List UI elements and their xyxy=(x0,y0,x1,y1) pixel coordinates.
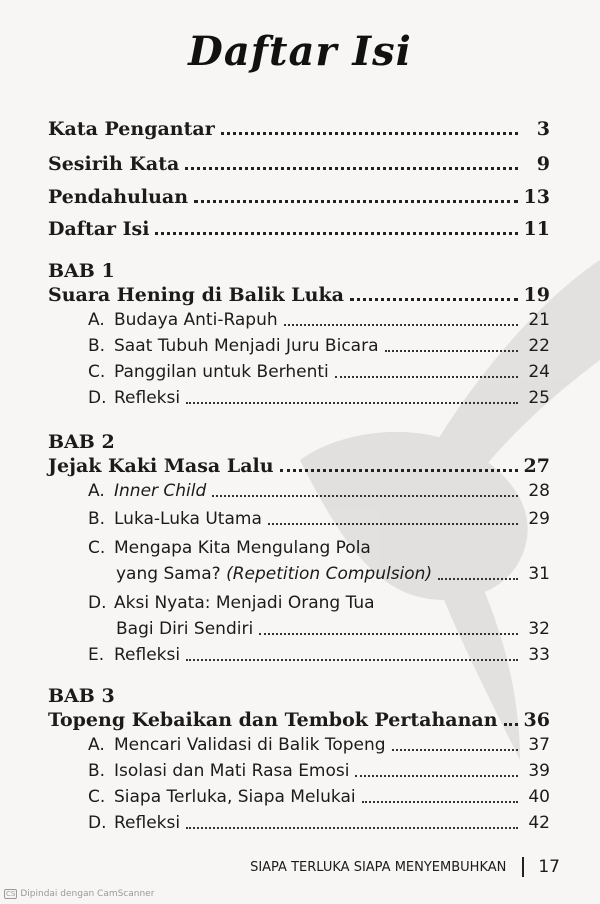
dot-leader xyxy=(280,469,518,472)
section-letter: B. xyxy=(88,761,106,781)
toc-section[interactable] xyxy=(88,481,550,501)
section-letter: C. xyxy=(88,362,106,382)
section-letter: A. xyxy=(88,310,105,330)
dot-leader xyxy=(392,749,518,751)
dot-leader xyxy=(186,827,518,829)
dot-leader xyxy=(385,350,519,352)
section-label: Siapa Terluka, Siapa Melukai xyxy=(114,787,356,807)
chapter-title: Suara Hening di Balik Luka xyxy=(48,284,344,306)
page-footer xyxy=(250,857,560,877)
toc-section-line1 xyxy=(88,538,371,558)
dot-leader xyxy=(221,132,518,135)
section-letter: E. xyxy=(88,645,105,665)
section-page: 29 xyxy=(528,509,550,529)
dot-leader xyxy=(362,801,518,803)
section-label-italic: (Repetition Compulsion) xyxy=(226,564,433,584)
toc-section[interactable] xyxy=(88,509,550,529)
dot-leader xyxy=(194,200,517,203)
scanner-watermark xyxy=(4,889,154,899)
section-letter: A. xyxy=(88,481,105,501)
dot-leader xyxy=(268,523,518,525)
toc-entry-page: 27 xyxy=(523,455,550,477)
section-letter: C. xyxy=(88,538,106,558)
footer-divider xyxy=(522,857,524,877)
section-page: 37 xyxy=(528,735,550,755)
toc-section[interactable] xyxy=(88,813,550,833)
dot-leader xyxy=(186,659,518,661)
dot-leader xyxy=(284,324,518,326)
camscanner-icon: CS xyxy=(6,890,16,898)
section-label: Refleksi xyxy=(114,645,181,665)
dot-leader xyxy=(438,578,518,580)
toc-section-line1 xyxy=(88,593,375,613)
dot-leader xyxy=(155,232,517,235)
section-label: Saat Tubuh Menjadi Juru Bicara xyxy=(114,336,379,356)
toc-entry-page: 13 xyxy=(523,186,550,208)
dot-leader xyxy=(259,633,518,635)
section-letter: C. xyxy=(88,787,106,807)
section-letter: D. xyxy=(88,388,107,408)
section-letter: D. xyxy=(88,813,107,833)
section-page: 31 xyxy=(528,564,550,584)
toc-entry-page: 36 xyxy=(523,709,550,731)
toc-entry-label: Daftar Isi xyxy=(48,218,150,240)
toc-section[interactable] xyxy=(88,388,550,408)
section-page: 32 xyxy=(528,619,550,639)
toc-chapter-1[interactable] xyxy=(48,284,550,306)
section-label: yang Sama? xyxy=(116,564,221,584)
toc-section[interactable] xyxy=(88,310,550,330)
toc-section[interactable] xyxy=(88,735,550,755)
chapter-number: BAB 1 xyxy=(48,260,115,282)
toc-entry-page: 19 xyxy=(523,284,550,306)
toc-entry-sesirih-kata[interactable] xyxy=(48,153,550,175)
dot-leader xyxy=(335,376,518,378)
dot-leader xyxy=(186,402,518,404)
section-label: Refleksi xyxy=(114,813,181,833)
dot-leader xyxy=(185,167,518,170)
section-page: 24 xyxy=(528,362,550,382)
toc-chapter-3[interactable] xyxy=(48,709,550,731)
section-label: Isolasi dan Mati Rasa Emosi xyxy=(114,761,350,781)
section-letter: B. xyxy=(88,509,106,529)
toc-entry-label: Sesirih Kata xyxy=(48,153,180,175)
chapter-number: BAB 2 xyxy=(48,431,115,453)
toc-section[interactable] xyxy=(88,362,550,382)
dot-leader xyxy=(350,298,518,301)
section-label: Mengapa Kita Mengulang Pola xyxy=(114,538,371,558)
section-page: 28 xyxy=(528,481,550,501)
toc-section[interactable] xyxy=(88,336,550,356)
section-page: 22 xyxy=(528,336,550,356)
section-label: Bagi Diri Sendiri xyxy=(116,619,254,639)
toc-entry-daftar-isi[interactable] xyxy=(48,218,550,240)
section-page: 25 xyxy=(528,388,550,408)
page-number: 17 xyxy=(538,857,560,877)
section-letter: B. xyxy=(88,336,106,356)
toc-section[interactable] xyxy=(88,645,550,665)
dot-leader xyxy=(504,723,518,726)
section-page: 21 xyxy=(528,310,550,330)
section-label: Panggilan untuk Berhenti xyxy=(114,362,329,382)
toc-section[interactable] xyxy=(88,787,550,807)
toc-entry-label: Pendahuluan xyxy=(48,186,189,208)
section-label: Aksi Nyata: Menjadi Orang Tua xyxy=(114,593,375,613)
toc-section[interactable] xyxy=(116,564,550,584)
section-label: Refleksi xyxy=(114,388,181,408)
toc-section[interactable] xyxy=(116,619,550,639)
scanner-text: Dipindai dengan CamScanner xyxy=(20,889,155,899)
toc-section[interactable] xyxy=(88,761,550,781)
toc-chapter-2[interactable] xyxy=(48,455,550,477)
toc-entry-kata-pengantar[interactable] xyxy=(48,118,550,140)
section-label: Luka-Luka Utama xyxy=(114,509,262,529)
toc-entry-pendahuluan[interactable] xyxy=(48,186,550,208)
section-letter: D. xyxy=(88,593,107,613)
toc-entry-label: Kata Pengantar xyxy=(48,118,215,140)
section-label: Inner Child xyxy=(114,481,207,501)
chapter-number: BAB 3 xyxy=(48,685,115,707)
section-page: 40 xyxy=(528,787,550,807)
running-title: SIAPA TERLUKA SIAPA MENYEMBUHKAN xyxy=(250,859,507,875)
section-letter: A. xyxy=(88,735,105,755)
section-label: Mencari Validasi di Balik Topeng xyxy=(114,735,386,755)
section-page: 42 xyxy=(528,813,550,833)
toc-entry-page: 9 xyxy=(536,153,550,175)
chapter-title: Jejak Kaki Masa Lalu xyxy=(48,455,274,477)
section-label: Budaya Anti-Rapuh xyxy=(114,310,278,330)
section-page: 33 xyxy=(528,645,550,665)
toc-entry-page: 11 xyxy=(523,218,550,240)
dot-leader xyxy=(212,495,518,497)
chapter-title: Topeng Kebaikan dan Tembok Pertahanan xyxy=(48,709,498,731)
dot-leader xyxy=(355,775,518,777)
section-page: 39 xyxy=(528,761,550,781)
page-title: Daftar Isi xyxy=(188,28,412,75)
toc-entry-page: 3 xyxy=(536,118,550,140)
